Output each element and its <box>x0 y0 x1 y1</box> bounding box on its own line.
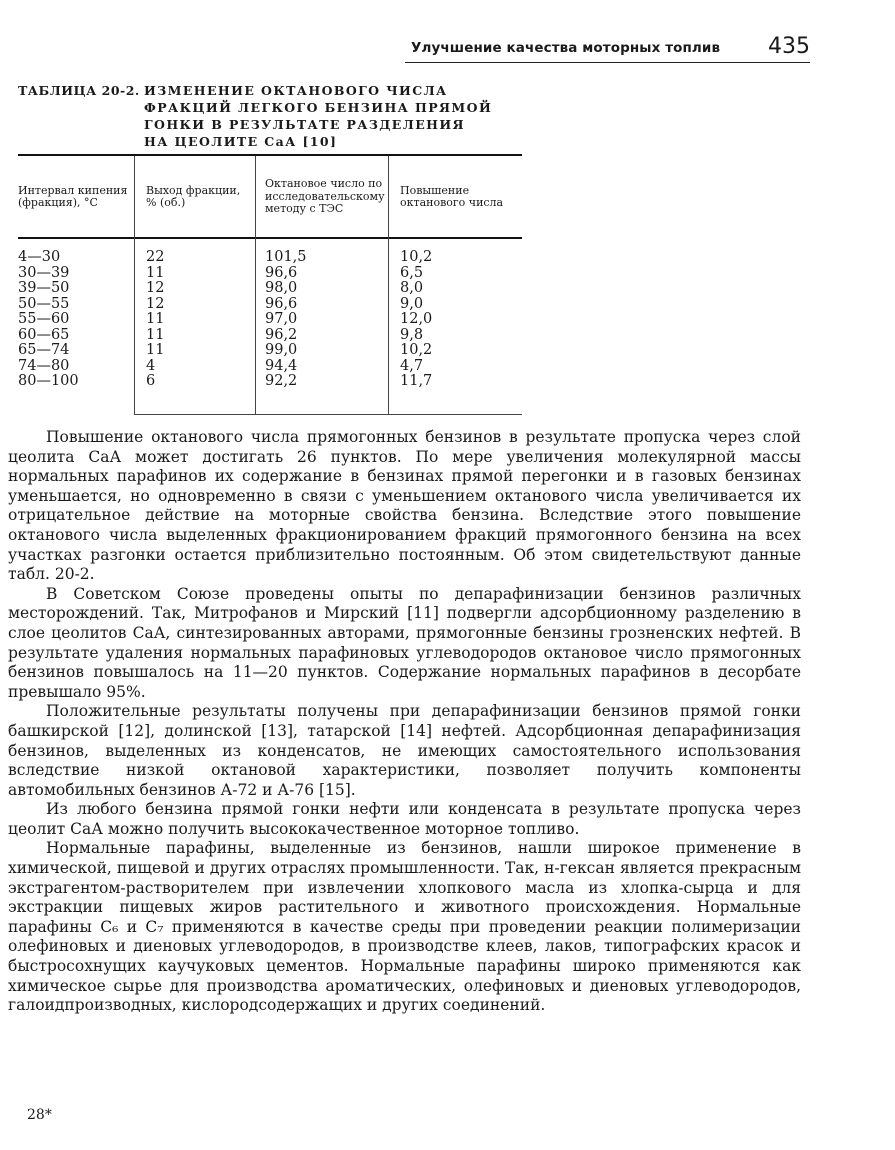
table-cell: 60—65 <box>18 326 70 343</box>
table-cell: 4—30 <box>18 249 61 265</box>
paragraph: Нормальные парафины, выделенные из бензинов, нашли широкое применение в химической, пищевой и других отраслях промышленности. Так, н-гексан является прекрасным экстрагентом-растворителем при извлечении хлопкового масла из хлопка-сырца и для экстракции пищевых жиров растительного и животного происхождения. Нормальные парафины С₆ и С₇ применяются в качестве среды при проведении реакции полимеризации олефиновых и диеновых углеводородов, в производстве клеев, лаков, типографских красок и быстросохнущих каучуковых цементов. Нормальные парафины широко применяются как химическое сырье для производства ароматических, олефиновых и диеновых углеводородов, галоидпроизводных, кислородсодержащих и других соединений. <box>8 839 801 1015</box>
paragraph: Из любого бензина прямой гонки нефти или конденсата в результате пропуска через цеолит СаА можно получить высококачественное моторное топливо. <box>8 800 801 838</box>
table-cell: 39—50 <box>18 280 70 296</box>
column-header-increase: Повышение октанового числа <box>400 183 504 209</box>
table-cell: 55—60 <box>18 311 70 327</box>
column-header-octane: Октановое число по исследовательскому методу с ТЭС <box>265 177 385 216</box>
table-cell: 11 <box>146 326 165 343</box>
running-header <box>405 34 810 68</box>
table-cell: 6,5 <box>400 264 424 281</box>
table-cell: 92,2 <box>265 373 298 389</box>
table-top-rule <box>18 154 522 156</box>
column-header-interval: Интервал кипения (фракция), °С <box>18 183 128 209</box>
table-cell: 4 <box>146 357 156 374</box>
paragraph: Повышение октанового числа прямогонных бензинов в результате пропуска через слой цеолита СаА может достигать 26 пунктов. По мере увеличения молекулярной массы нормальных парафинов их содержание в бензинах прямой перегонки и в газовых бензинах уменьшается, но одновременно в связи с уменьшением октанового числа увеличивается их отрицательное действие на моторные свойства бензина. Вследствие этого повышение октанового числа выделенных фракционированием фракций прямогонного бензина на всех участках разгонки остается приблизительно постоянным. Об этом свидетельствуют данные табл. 20-2. <box>8 428 801 584</box>
table-cell: 30—39 <box>18 264 70 281</box>
table-cell: 12,0 <box>400 311 433 327</box>
table-cell: 22 <box>146 249 165 265</box>
table-cell: 11 <box>146 264 165 281</box>
column-divider <box>134 156 135 414</box>
table-cell: 4,7 <box>400 357 424 374</box>
table-cell: 74—80 <box>18 357 70 374</box>
table-cell: 94,4 <box>265 357 298 374</box>
table-cell: 10,2 <box>400 342 433 358</box>
table-cell: 11 <box>146 342 165 358</box>
table-cell: 101,5 <box>265 249 307 265</box>
table-cell: 96,6 <box>265 264 298 281</box>
column-intervals <box>18 250 79 390</box>
table-cell: 96,2 <box>265 326 298 343</box>
signature-mark: 28* <box>27 1107 52 1123</box>
table-title: ИЗМЕНЕНИЕ ОКТАНОВОГО ЧИСЛА ФРАКЦИЙ ЛЕГКОГО БЕНЗИНА ПРЯМОЙ ГОНКИ В РЕЗУЛЬТАТЕ РАЗДЕЛЕНИЯ НА ЦЕОЛИТЕ СаА [10] <box>144 83 493 149</box>
table-label: ТАБЛИЦА 20-2. <box>18 83 140 98</box>
table-cell: 80—100 <box>18 373 79 389</box>
table-cell: 8,0 <box>400 280 424 296</box>
table-cell: 9,0 <box>400 295 424 312</box>
octane-table <box>18 154 522 416</box>
column-divider <box>388 156 389 414</box>
body-text <box>8 428 801 1016</box>
table-cell: 11 <box>146 311 165 327</box>
table-cell: 12 <box>146 280 165 296</box>
column-yields <box>146 250 164 390</box>
table-cell: 97,0 <box>265 311 298 327</box>
table-cell: 6 <box>146 373 156 389</box>
column-increase <box>400 250 432 390</box>
table-cell: 9,8 <box>400 326 424 343</box>
table-header-rule <box>18 237 522 239</box>
running-title: Улучшение качества моторных топлив <box>411 40 721 56</box>
table-cell: 65—74 <box>18 342 70 358</box>
table-cell: 50—55 <box>18 295 70 312</box>
paragraph: В Советском Союзе проведены опыты по депарафинизации бензинов различных месторождений. Так, Митрофанов и Мирский [11] подвергли адсорбционному разделению в слое цеолитов СаА, синтезированных авторами, прямогонные бензины грозненских нефтей. В результате удаления нормальных парафиновых углеводородов октановое число прямогонных бензинов повышалось на 11—20 пунктов. Содержание нормальных парафинов в десорбате превышало 95%. <box>8 584 801 701</box>
column-header-yield: Выход фракции, % (об.) <box>146 183 241 209</box>
column-octane <box>265 250 307 390</box>
column-divider <box>255 156 256 414</box>
page-number: 435 <box>768 34 810 59</box>
table-cell: 99,0 <box>265 342 298 358</box>
table-cell: 12 <box>146 295 165 312</box>
header-rule <box>405 62 810 63</box>
table-cell: 11,7 <box>400 373 433 389</box>
paragraph: Положительные результаты получены при депарафинизации бензинов прямой гонки башкирской [12], долинской [13], татарской [14] нефтей. Адсорбционная депарафинизация бензинов, выделенных из конденсатов, не имеющих самостоятельного использования вследствие низкой октановой характеристики, позволяет получить компоненты автомобильных бензинов А-72 и А-76 [15]. <box>8 702 801 799</box>
table-cell: 10,2 <box>400 249 433 265</box>
table-cell: 98,0 <box>265 280 298 296</box>
table-bottom-rule <box>134 414 522 415</box>
table-cell: 96,6 <box>265 295 298 312</box>
